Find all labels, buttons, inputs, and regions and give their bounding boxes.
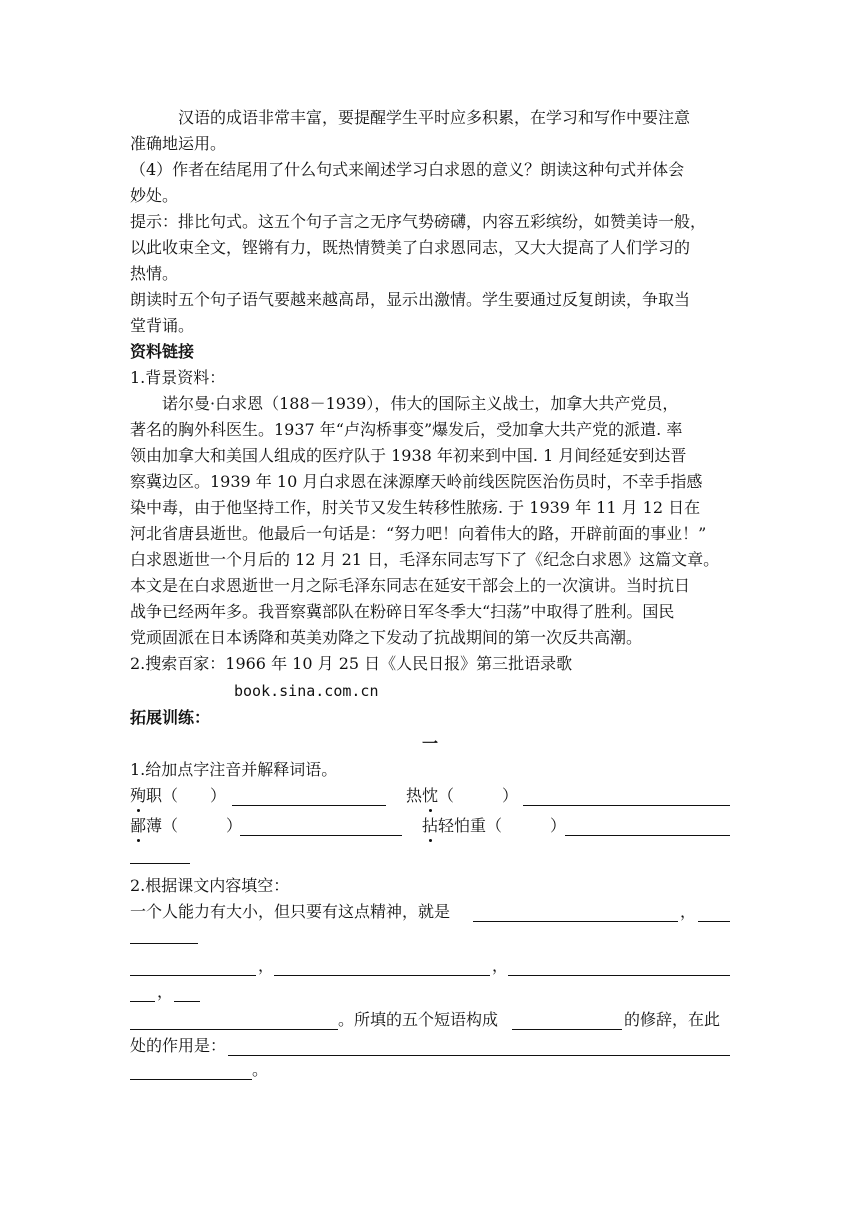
vocab-word-1-rest: 职（ ） <box>146 786 227 805</box>
hint-line3: 热情。 <box>130 264 179 283</box>
fill-line-1-wrap <box>130 926 730 948</box>
background-line: 河北省唐县逝世。他最后一句话是：“努力吧！向着伟大的路，开辟前面的事业！” <box>130 524 707 543</box>
dotted-char: 鄙 <box>130 816 147 835</box>
vocab-row-2-wrap <box>130 846 730 868</box>
comma: ， <box>492 956 509 975</box>
answer-blank-4-continued[interactable] <box>130 847 190 864</box>
paragraph-idiom-line1: 汉语的成语非常丰富，要提醒学生平时应多积累，在学习和写作中要注意 <box>178 108 691 127</box>
fill-line-4 <box>130 1036 730 1058</box>
fill-blank-2-end[interactable] <box>130 959 256 976</box>
fill-line-5 <box>130 1060 730 1082</box>
section-number: 一 <box>421 734 438 753</box>
dotted-char: 拈 <box>422 816 439 835</box>
fill-line-1 <box>130 902 730 924</box>
exercise-question-1: 1.给加点字注音并解释词语。 <box>130 760 338 779</box>
exercise-question-2: 2.根据课文内容填空： <box>130 876 290 895</box>
background-line: 领由加拿大和美国人组成的医疗队于 1938 年初来到中国. 1 月间经延安到达晋 <box>130 446 687 465</box>
comma: ， <box>258 956 275 975</box>
hint-line4: 朗读时五个句子语气要越来越高昂，显示出激情。学生要通过反复朗读，争取当 <box>130 290 691 309</box>
fill-blank-5[interactable] <box>174 985 200 1002</box>
fill-prompt: 一个人能力有大小，但只要有这点精神，就是 <box>130 902 451 921</box>
question-4-line2: 妙处。 <box>130 186 179 205</box>
vocab-word-2-paren: （ ） <box>438 786 519 805</box>
fill-blank-2-continued[interactable] <box>130 927 198 944</box>
hint-line2: 以此收束全文，铿锵有力，既热情赞美了白求恩同志，又大大提高了人们学习的 <box>130 238 691 257</box>
fill-blank-4[interactable] <box>508 959 730 976</box>
fill-line-2 <box>130 956 730 978</box>
answer-blank-2[interactable] <box>523 789 730 806</box>
fill-blank-5-end[interactable] <box>130 1013 338 1030</box>
vocab-row-2 <box>130 816 730 838</box>
fill-text-effect: 处的作用是： <box>130 1036 227 1055</box>
paragraph-idiom-line2: 准确地运用。 <box>130 134 227 153</box>
background-line: 染中毒，由于他坚持工作，肘关节又发生转移性脓疡. 于 1939 年 11 月 12 日在 <box>130 498 701 517</box>
vocab-word-3-rest: 薄（ ） <box>146 816 243 835</box>
fill-blank-4-end[interactable] <box>130 985 155 1002</box>
hint-line1: 提示：排比句式。这五个句子言之无序气势磅礴，内容五彩缤纷，如赞美诗一般， <box>130 212 707 231</box>
background-line: 著名的胸外科医生。1937 年“卢沟桥事变”爆发后，受加拿大共产党的派遣. 率 <box>130 420 683 439</box>
exercise-heading: 拓展训练： <box>130 708 211 727</box>
background-line: 白求恩逝世一个月后的 12 月 21 日，毛泽东同志写下了《纪念白求恩》这篇文章。 <box>130 550 720 569</box>
vocab-row-1 <box>130 786 730 808</box>
resources-item-2: 2.搜索百家：1966 年 10 月 25 日《人民日报》第三批语录歌 <box>130 654 573 673</box>
dotted-char: 殉 <box>130 786 147 805</box>
vocab-word-4-rest: 轻怕重（ ） <box>438 816 567 835</box>
background-line: 诺尔曼·白求恩（188－1939），伟大的国际主义战士，加拿大共产党员， <box>162 394 679 413</box>
comma: ， <box>680 902 697 921</box>
fill-blank-effect-end[interactable] <box>130 1063 252 1080</box>
vocab-word-2-char1: 热 <box>406 786 423 805</box>
source-link[interactable]: book.sina.com.cn <box>234 682 379 700</box>
comma: ， <box>157 982 174 1001</box>
fill-line-3 <box>130 1010 730 1032</box>
resources-heading: 资料链接 <box>130 342 195 361</box>
fill-text-rhetoric: 。所填的五个短语构成 <box>338 1010 499 1029</box>
fill-text-here: 的修辞，在此 <box>624 1010 721 1029</box>
fill-blank-2[interactable] <box>698 905 730 922</box>
background-line: 察冀边区。1939 年 10 月白求恩在涞源摩天岭前线医院医治伤员时，不幸手指感 <box>130 472 703 491</box>
fill-blank-3[interactable] <box>274 959 490 976</box>
fill-line-2-wrap <box>130 982 730 1004</box>
fill-blank-effect[interactable] <box>228 1039 730 1056</box>
background-line: 战争已经两年多。我晋察冀部队在粉碎日军冬季大“扫荡”中取得了胜利。国民 <box>130 602 675 621</box>
dotted-char: 忱 <box>422 786 439 805</box>
background-line: 党顽固派在日本诱降和英美劝降之下发动了抗战期间的第一次反共高潮。 <box>130 628 643 647</box>
answer-blank-1[interactable] <box>232 789 386 806</box>
answer-blank-3[interactable] <box>240 819 402 836</box>
question-4-line1: （4）作者在结尾用了什么句式来阐述学习白求恩的意义？朗读这种句式并体会 <box>130 160 685 179</box>
background-line: 本文是在白求恩逝世一月之际毛泽东同志在延安干部会上的一次演讲。当时抗日 <box>130 576 691 595</box>
hint-line5: 堂背诵。 <box>130 316 195 335</box>
resources-item-1: 1.背景资料： <box>130 368 226 387</box>
answer-blank-4[interactable] <box>565 819 730 836</box>
fill-blank-1[interactable] <box>473 905 678 922</box>
fill-blank-rhetoric[interactable] <box>512 1013 622 1030</box>
period: 。 <box>252 1060 269 1079</box>
